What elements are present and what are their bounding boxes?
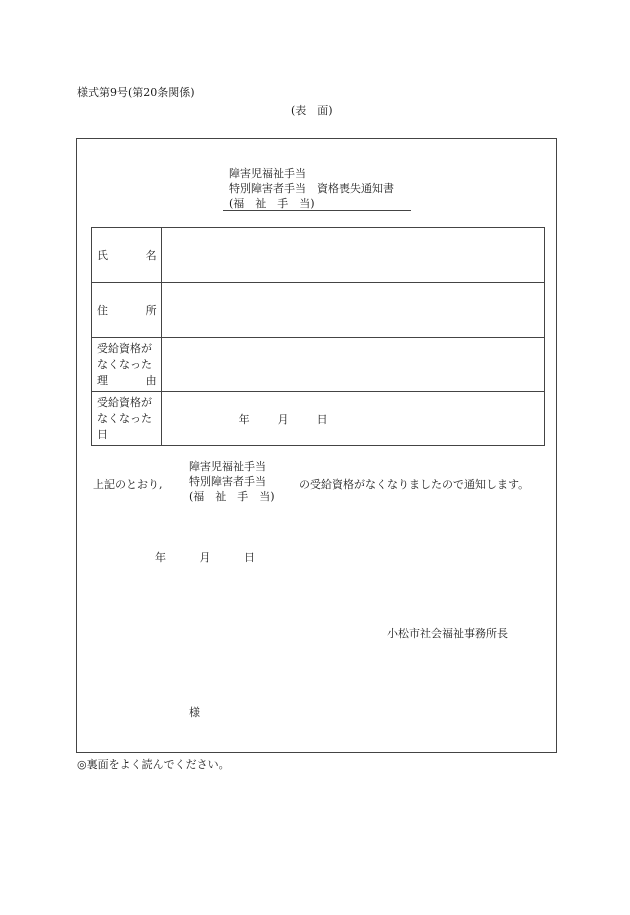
- title-line-3: (福 祉 手 当): [229, 197, 315, 210]
- form-number: 様式第9号(第20条関係): [77, 86, 195, 99]
- table-row-reason: [92, 338, 545, 392]
- info-table: [91, 227, 545, 446]
- table-row-name: [92, 228, 545, 283]
- issue-day-unit: 日: [244, 551, 255, 564]
- office-name: 小松市社会福祉事務所長: [387, 627, 508, 640]
- date-day-unit: 日: [316, 412, 328, 426]
- issue-date: [155, 549, 285, 565]
- address-field[interactable]: [161, 283, 544, 338]
- title-underline: [223, 210, 411, 211]
- table-row-address: [92, 283, 545, 338]
- reason-label: 受給資格が なくなった 理 由: [92, 338, 162, 392]
- form-frame: [76, 138, 557, 753]
- recipient-honorific: 様: [189, 706, 200, 719]
- form-title: [229, 166, 394, 211]
- date-year-unit: 年: [238, 412, 250, 426]
- date-label: 受給資格が なくなった 日: [92, 392, 162, 446]
- reason-field[interactable]: [161, 338, 544, 392]
- notice-statement: [93, 459, 553, 509]
- name-label: 氏 名: [92, 228, 162, 283]
- issue-month-unit: 月: [199, 551, 211, 564]
- date-field[interactable]: [161, 392, 544, 446]
- notice-tail: の受給資格がなくなりましたので通知します。: [299, 478, 530, 491]
- date-month-unit: 月: [277, 412, 289, 426]
- name-field[interactable]: [161, 228, 544, 283]
- notice-lead: 上記のとおり,: [93, 478, 163, 491]
- footer-note: ◎裏面をよく読んでください。: [77, 758, 230, 771]
- address-label: 住 所: [92, 283, 162, 338]
- title-line-1: 障害児福祉手当: [229, 167, 306, 180]
- title-line-2: 特別障害者手当 資格喪失通知書: [229, 182, 394, 195]
- table-row-date: [92, 392, 545, 446]
- issue-year-unit: 年: [155, 551, 166, 564]
- side-label: (表 面): [291, 104, 333, 117]
- notice-allowance-names: 障害児福祉手当 特別障害者手当 (福 祉 手 当): [189, 460, 275, 503]
